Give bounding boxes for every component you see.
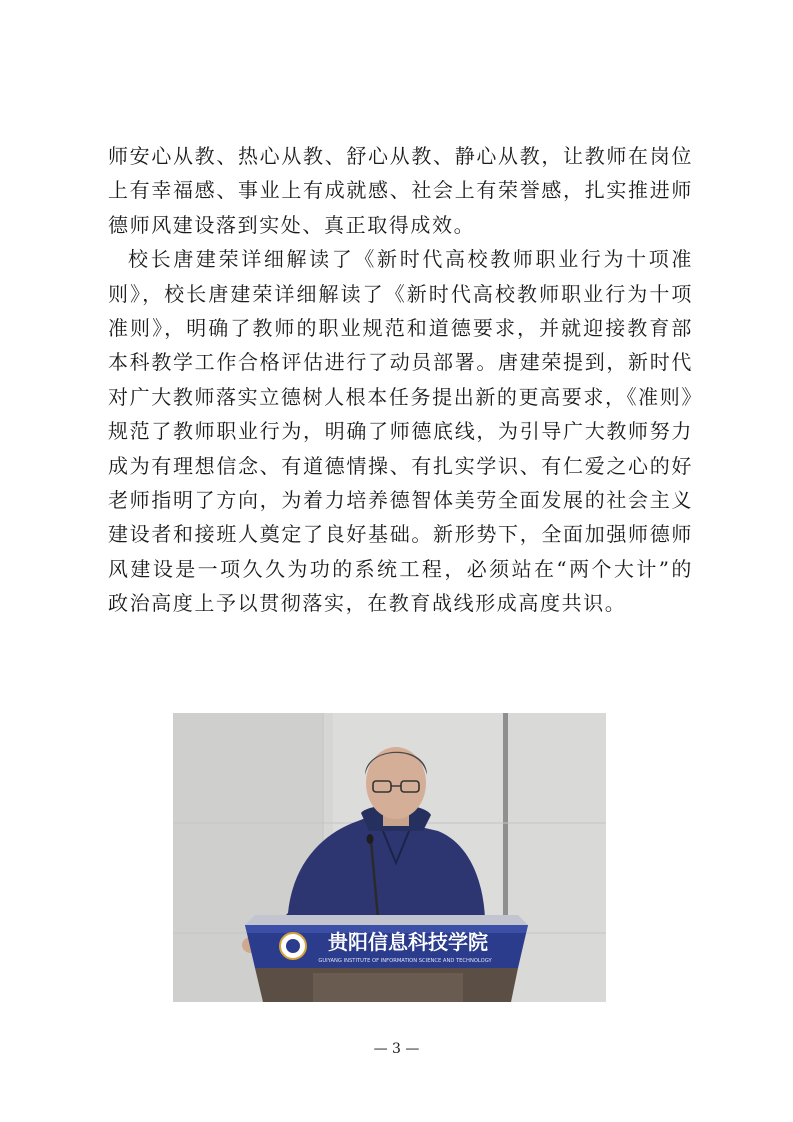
paragraph-1: 师安心从教、热心从教、舒心从教、静心从教，让教师在岗位上有幸福感、事业上有成就感、社会上有荣誉感，扎实推进师德师风建设落到实处、真正取得成效。 — [108, 144, 693, 237]
paragraph-2: 校长唐建荣详细解读了《新时代高校教师职业行为十项准则》，校长唐建荣详细解读了《新时代高校教师职业行为十项准则》，明确了教师的职业规范和道德要求，并就迎接教育部本科教学工作合格评估进行了动员部署。唐建荣提到，新时代对广大教师落实立德树人根本任务提出新的更高要求，《准则》规范了教师职业行为，明确了师德底线，为引导广大教师努力成为有理想信念、有道德情操、有扎实学识、有仁爱之心的好老师指明了方向，为着力培养德智体美劳全面发展的社会主义建设者和接班人奠定了良好基础。新形势下，全面加强师德师风建设是一项久久为功的系统工程，必须站在“两个大计”的政治高度上予以贯彻落实，在教育战线形成高度共识。 — [108, 247, 693, 616]
page-number: — 3 — — [373, 1041, 420, 1057]
speaker-photo — [173, 713, 606, 1002]
document-body — [108, 139, 693, 621]
podium-school-name-en: GUIYANG INSTITUTE OF INFORMATION SCIENCE AND TECHNOLOGY — [318, 958, 492, 964]
podium-school-name: 贵阳信息科技学院 — [328, 930, 488, 954]
